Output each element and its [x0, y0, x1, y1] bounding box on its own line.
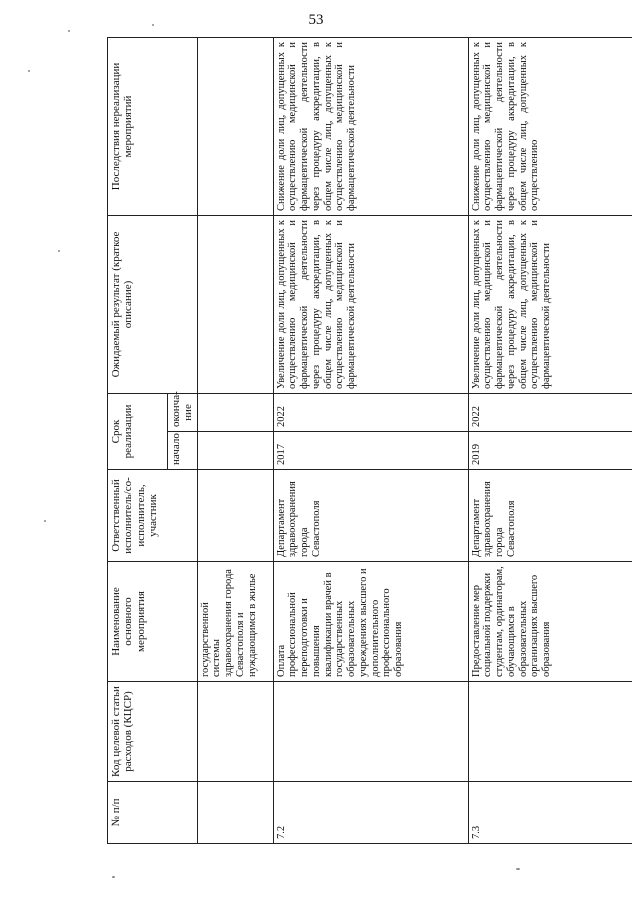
cell-kcsr	[197, 682, 273, 782]
cell-consequences	[197, 37, 273, 215]
header-num: № п/п	[108, 782, 198, 844]
table-wrapper	[107, 38, 617, 844]
cell-responsible	[197, 470, 273, 562]
cell-consequences: Снижение доли лиц, допущенных к осуществлению медицинской и фармацевтической деятельности через процедуру аккредитации, в общем числе лиц, допущенных к осуществлению медицинской и фармацевтической деятельности	[273, 37, 468, 215]
scan-speck	[44, 520, 46, 522]
cell-num: 7.2	[273, 782, 468, 844]
cell-result	[197, 215, 273, 393]
scan-speck	[516, 868, 520, 870]
cell-start: 2019	[468, 432, 632, 470]
header-name: Наименование основного мероприятия	[108, 562, 198, 682]
table-row	[468, 37, 632, 843]
activities-table	[107, 37, 632, 844]
header-consequences: Последствия нереализации мероприятий	[108, 37, 198, 215]
header-result: Ожидаемый результат (краткое описание)	[108, 215, 198, 393]
table-row	[273, 37, 468, 843]
scan-speck	[112, 876, 115, 878]
cell-name: Оплата профессиональной переподготовки и повышения квалификации врачей в государственных образовательных учреждениях высшего и дополнительного профессионального образования	[273, 562, 468, 682]
cell-result: Увеличение доли лиц, допущенных к осуществлению медицинской и фармацевтической деятельности через процедуру аккредитации, в общем числе лиц, допущенных к осуществлению медицинской и фармацевтической деятельности	[468, 215, 632, 393]
header-row-1	[108, 37, 168, 843]
cell-start: 2017	[273, 432, 468, 470]
scan-speck	[58, 250, 60, 252]
cell-consequences: Снижение доли лиц, допущенных к осуществлению медицинской и фармацевтической деятельности через процедуру аккредитации, в общем числе лиц, допущенных к осуществлению	[468, 37, 632, 215]
page-number: 53	[308, 12, 324, 28]
cell-start	[197, 432, 273, 470]
cell-kcsr	[468, 682, 632, 782]
header-period: Срок реализации	[108, 393, 168, 469]
scan-speck	[28, 70, 30, 72]
header-kcsr: Код целевой статьи расходов (КЦСР)	[108, 682, 198, 782]
cell-end	[197, 393, 273, 431]
cell-responsible: Департамент здравоохранения города Севастополя	[468, 470, 632, 562]
cell-num	[197, 782, 273, 844]
scan-speck	[68, 30, 70, 32]
cell-name: Предоставление мер социальной поддержки студентам, ординаторам, обучающимся в образовательных организациях высшего образования	[468, 562, 632, 682]
cell-kcsr	[273, 682, 468, 782]
cell-name: государственной системы здравоохранения города Севастополя и нуждающимся в жилье	[197, 562, 273, 682]
rotated-table-container	[107, 38, 617, 844]
cell-end: 2022	[468, 393, 632, 431]
cell-end: 2022	[273, 393, 468, 431]
cell-result: Увеличение доли лиц, допущенных к осуществлению медицинской и фармацевтической деятельности через процедуру аккредитации, в общем числе лиц, допущенных к осуществлению медицинской и фармацевтической деятельности	[273, 215, 468, 393]
header-responsible: Ответственный исполнитель/со-исполнитель, участник	[108, 470, 198, 562]
table-row	[197, 37, 273, 843]
scan-speck	[152, 24, 154, 26]
header-start: начало	[168, 432, 198, 470]
cell-num: 7.3	[468, 782, 632, 844]
cell-responsible: Департамент здравоохранения города Севастополя	[273, 470, 468, 562]
header-end: оконча-ние	[168, 393, 198, 431]
